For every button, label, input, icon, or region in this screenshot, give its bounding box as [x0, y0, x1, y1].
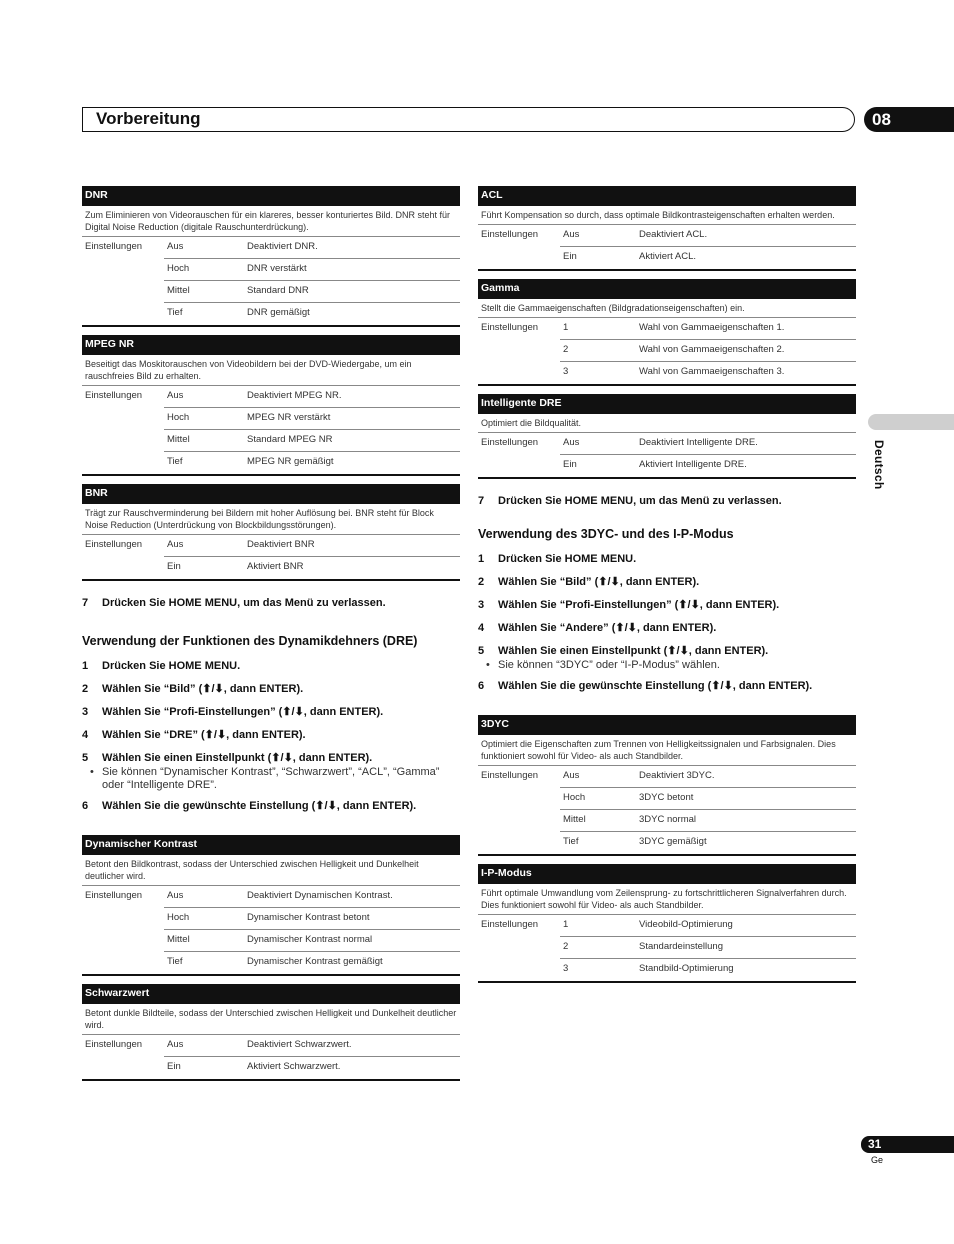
option-value: Tief — [167, 307, 183, 318]
row-cells — [164, 259, 460, 281]
row-label — [478, 959, 560, 981]
table-row — [478, 433, 856, 455]
row-cells — [164, 1035, 460, 1057]
option-description: Aktiviert Intelligente DRE. — [639, 459, 747, 470]
row-cells — [560, 433, 856, 455]
option-description: DNR gemäßigt — [247, 307, 310, 318]
option-description: Aktiviert ACL. — [639, 251, 697, 262]
table-row — [478, 832, 856, 854]
table-row — [478, 247, 856, 269]
row-label: Einstellungen — [85, 890, 143, 901]
row-cells — [164, 535, 460, 557]
option-value: Hoch — [167, 263, 190, 274]
row-cells — [164, 303, 460, 325]
row-label: Einstellungen — [481, 229, 539, 240]
row-cells — [560, 915, 856, 937]
step-text: Drücken Sie HOME MENU. — [102, 660, 241, 672]
table-row — [478, 810, 856, 832]
step-text: Drücken Sie HOME MENU. — [498, 553, 637, 565]
table-description: Optimiert die Eigenschaften zum Trennen von Helligkeitssignalen und Farbsignalen. Dies funktioniert sowohl für Video- als auch Standbilder. — [478, 735, 856, 766]
option-value: Tief — [167, 456, 183, 467]
option-description: Deaktiviert ACL. — [639, 229, 708, 240]
table-title: Intelligente DRE — [478, 394, 856, 414]
option-value: Mittel — [167, 285, 190, 296]
table-description: Führt optimale Umwandlung vom Zeilensprung- zu fortschrittlicheren Signalverfahren durch. Dies funktioniert sowohl für Video- als auch Standbilder. — [478, 884, 856, 915]
row-cells — [560, 362, 856, 384]
table-title: Gamma — [478, 279, 856, 299]
row-cells — [164, 886, 460, 908]
row-cells — [560, 766, 856, 788]
table-row — [82, 408, 460, 430]
page-number: 31 — [861, 1136, 954, 1153]
row-cells — [164, 408, 460, 430]
option-description: Deaktiviert Schwarzwert. — [247, 1039, 352, 1050]
settings-table — [478, 394, 856, 479]
left-settings-tables-2 — [82, 835, 460, 1081]
row-label — [478, 247, 560, 269]
option-description: Wahl von Gammaeigenschaften 1. — [639, 322, 785, 333]
table-row — [478, 362, 856, 384]
step-list — [478, 553, 856, 658]
left-column — [82, 186, 460, 1089]
row-label: Einstellungen — [481, 770, 539, 781]
row-cells — [560, 832, 856, 854]
option-value: Aus — [167, 390, 184, 401]
step-number: 3 — [82, 706, 89, 718]
option-description: 3DYC normal — [639, 814, 697, 825]
table-row — [478, 959, 856, 981]
chapter-number: 08 — [864, 107, 954, 132]
row-cells — [164, 386, 460, 408]
step-exit: 7 Drücken Sie HOME MENU, um das Menü zu verlassen. — [82, 597, 386, 609]
step-item — [82, 729, 460, 742]
step-number: 1 — [478, 553, 485, 565]
row-cells — [560, 318, 856, 340]
row-cells — [560, 937, 856, 959]
row-label — [478, 455, 560, 477]
option-value: Aus — [167, 890, 184, 901]
option-description: Wahl von Gammaeigenschaften 2. — [639, 344, 785, 355]
option-description: Deaktiviert Intelligente DRE. — [639, 437, 758, 448]
table-row — [478, 915, 856, 937]
option-description: Deaktiviert BNR — [247, 539, 315, 550]
step-item — [478, 599, 856, 612]
option-value: Aus — [563, 770, 580, 781]
row-cells — [164, 452, 460, 474]
row-cells — [164, 557, 460, 579]
settings-table — [82, 835, 460, 976]
settings-table — [478, 715, 856, 856]
step-number: 5 — [478, 645, 485, 657]
row-label — [82, 1057, 164, 1079]
option-value: Aus — [563, 229, 580, 240]
option-value: 2 — [563, 941, 569, 952]
table-row — [478, 455, 856, 477]
row-label — [478, 788, 560, 810]
step-text: Wählen Sie “DRE” (⬆/⬇, dann ENTER). — [102, 729, 306, 741]
option-value: Mittel — [563, 814, 586, 825]
option-description: Deaktiviert DNR. — [247, 241, 318, 252]
right-column — [478, 186, 856, 991]
table-row — [82, 1035, 460, 1057]
option-description: Wahl von Gammaeigenschaften 3. — [639, 366, 785, 377]
option-description: Aktiviert BNR — [247, 561, 304, 572]
option-value: 1 — [563, 322, 569, 333]
option-value: Aus — [167, 539, 184, 550]
option-value: Ein — [563, 251, 577, 262]
option-value: Mittel — [167, 934, 190, 945]
table-description: Betont den Bildkontrast, sodass der Unterschied zwischen Helligkeit und Dunkelheit deutlicher wird. — [82, 855, 460, 886]
step-number: 1 — [82, 660, 89, 672]
table-title: ACL — [478, 186, 856, 206]
table-description: Trägt zur Rauschverminderung bei Bildern mit hoher Auflösung bei. BNR steht für Block Noise Reduction (Unterdrückung von Blockbildungsstörungen). — [82, 504, 460, 535]
option-value: Ein — [167, 1061, 181, 1072]
step-item — [478, 553, 856, 566]
row-cells — [560, 788, 856, 810]
settings-table — [478, 186, 856, 271]
row-cells — [560, 247, 856, 269]
row-cells — [164, 930, 460, 952]
row-label — [82, 408, 164, 430]
option-value: Hoch — [167, 412, 190, 423]
table-row — [82, 557, 460, 579]
row-label — [478, 340, 560, 362]
language-label: Deutsch — [872, 440, 886, 490]
step-number: 2 — [478, 576, 485, 588]
left-settings-tables — [82, 186, 460, 581]
page-title: Vorbereitung — [96, 109, 201, 128]
step-number: 4 — [478, 622, 485, 634]
table-title: BNR — [82, 484, 460, 504]
option-value: Tief — [563, 836, 579, 847]
option-description: MPEG NR verstärkt — [247, 412, 331, 423]
right-settings-tables-2 — [478, 715, 856, 983]
row-label — [82, 908, 164, 930]
page-suffix: Ge — [871, 1155, 884, 1165]
step-item — [478, 622, 856, 635]
option-description: Videobild-Optimierung — [639, 919, 733, 930]
table-row — [82, 303, 460, 325]
row-label — [82, 452, 164, 474]
table-row — [82, 886, 460, 908]
table-title: I-P-Modus — [478, 864, 856, 884]
table-row — [82, 386, 460, 408]
step-number: 4 — [82, 729, 89, 741]
row-label — [82, 557, 164, 579]
option-value: Ein — [167, 561, 181, 572]
table-row — [82, 930, 460, 952]
table-row — [82, 259, 460, 281]
settings-table — [82, 186, 460, 327]
bullet-note: • Sie können “3DYC” oder “I-P-Modus” wählen. — [486, 659, 720, 671]
option-description: Dynamischer Kontrast gemäßigt — [247, 956, 383, 967]
step-six: 6 Wählen Sie die gewünschte Einstellung (⬆/⬇, dann ENTER). — [82, 800, 417, 812]
option-description: 3DYC betont — [639, 792, 694, 803]
step-text: Wählen Sie “Profi-Einstellungen” (⬆/⬇, dann ENTER). — [102, 706, 384, 718]
row-label: Einstellungen — [85, 1039, 143, 1050]
table-row — [82, 908, 460, 930]
option-description: Deaktiviert 3DYC. — [639, 770, 715, 781]
option-description: Standbild-Optimierung — [639, 963, 734, 974]
option-value: 3 — [563, 963, 569, 974]
option-description: DNR verstärkt — [247, 263, 307, 274]
row-label: Einstellungen — [481, 322, 539, 333]
row-label — [478, 937, 560, 959]
section-title: Verwendung der Funktionen des Dynamikdehners (DRE) — [82, 634, 418, 648]
table-row — [82, 1057, 460, 1079]
step-exit: 7 Drücken Sie HOME MENU, um das Menü zu verlassen. — [478, 495, 782, 507]
table-description: Betont dunkle Bildteile, sodass der Unterschied zwischen Helligkeit und Dunkelheit deutlicher wird. — [82, 1004, 460, 1035]
table-description: Stellt die Gammaeigenschaften (Bildgradationseigenschaften) ein. — [478, 299, 856, 318]
chapter-header — [82, 107, 855, 132]
option-description: Standard MPEG NR — [247, 434, 333, 445]
bullet-note: • Sie können “Dynamischer Kontrast”, “Schwarzwert”, “ACL”, “Gamma” oder “Intelligente DRE”. — [90, 766, 440, 791]
table-description: Führt Kompensation so durch, dass optimale Bildkontrasteigenschaften erhalten werden. — [478, 206, 856, 225]
settings-table — [82, 335, 460, 476]
row-label: Einstellungen — [85, 539, 143, 550]
row-cells — [560, 959, 856, 981]
option-value: Aus — [167, 241, 184, 252]
option-value: Tief — [167, 956, 183, 967]
table-title: MPEG NR — [82, 335, 460, 355]
row-label: Einstellungen — [481, 919, 539, 930]
right-settings-tables — [478, 186, 856, 479]
step-item — [82, 683, 460, 696]
option-description: MPEG NR gemäßigt — [247, 456, 334, 467]
step-text: Wählen Sie einen Einstellpunkt (⬆/⬇, dann ENTER). — [102, 752, 373, 764]
table-row — [82, 452, 460, 474]
section-title: Verwendung des 3DYC- und des I-P-Modus — [478, 527, 734, 541]
step-number: 2 — [82, 683, 89, 695]
option-value: Hoch — [167, 912, 190, 923]
table-row — [82, 535, 460, 557]
table-row — [82, 430, 460, 452]
table-title: 3DYC — [478, 715, 856, 735]
option-value: Aus — [167, 1039, 184, 1050]
row-label — [478, 810, 560, 832]
table-row — [82, 281, 460, 303]
row-cells — [560, 340, 856, 362]
step-list — [82, 660, 460, 765]
step-item — [82, 660, 460, 673]
step-six: 6 Wählen Sie die gewünschte Einstellung (⬆/⬇, dann ENTER). — [478, 680, 813, 692]
table-title: DNR — [82, 186, 460, 206]
table-row — [478, 225, 856, 247]
row-cells — [164, 908, 460, 930]
row-label: Einstellungen — [481, 437, 539, 448]
table-row — [478, 318, 856, 340]
table-row — [478, 937, 856, 959]
row-label — [82, 930, 164, 952]
step-number: 5 — [82, 752, 89, 764]
settings-table — [82, 484, 460, 581]
language-tab — [868, 414, 954, 430]
step-text: Wählen Sie “Andere” (⬆/⬇, dann ENTER). — [498, 622, 717, 634]
row-cells — [164, 237, 460, 259]
step-item — [82, 706, 460, 719]
row-label — [82, 281, 164, 303]
step-text: Wählen Sie einen Einstellpunkt (⬆/⬇, dann ENTER). — [498, 645, 769, 657]
step-text: Wählen Sie “Bild” (⬆/⬇, dann ENTER). — [498, 576, 700, 588]
table-row — [478, 766, 856, 788]
table-row — [82, 237, 460, 259]
step-text: Wählen Sie “Bild” (⬆/⬇, dann ENTER). — [102, 683, 304, 695]
step-item — [478, 645, 856, 658]
row-label — [478, 362, 560, 384]
option-description: Deaktiviert MPEG NR. — [247, 390, 342, 401]
option-description: Dynamischer Kontrast betont — [247, 912, 370, 923]
option-description: Standardeinstellung — [639, 941, 723, 952]
table-description: Optimiert die Bildqualität. — [478, 414, 856, 433]
step-text: Wählen Sie “Profi-Einstellungen” (⬆/⬇, dann ENTER). — [498, 599, 780, 611]
row-cells — [164, 281, 460, 303]
step-item — [82, 752, 460, 765]
row-cells — [560, 810, 856, 832]
table-title: Dynamischer Kontrast — [82, 835, 460, 855]
row-label: Einstellungen — [85, 241, 143, 252]
step-number: 3 — [478, 599, 485, 611]
row-label: Einstellungen — [85, 390, 143, 401]
option-description: Aktiviert Schwarzwert. — [247, 1061, 341, 1072]
settings-table — [478, 864, 856, 983]
table-row — [82, 952, 460, 974]
row-label — [82, 303, 164, 325]
option-value: Mittel — [167, 434, 190, 445]
step-item — [478, 576, 856, 589]
option-description: 3DYC gemäßigt — [639, 836, 707, 847]
settings-table — [82, 984, 460, 1081]
row-cells — [164, 430, 460, 452]
option-value: Ein — [563, 459, 577, 470]
option-description: Deaktiviert Dynamischen Kontrast. — [247, 890, 393, 901]
row-label — [478, 832, 560, 854]
table-row — [478, 340, 856, 362]
option-value: Hoch — [563, 792, 586, 803]
table-description: Beseitigt das Moskitorauschen von Videobildern bei der DVD-Wiedergabe, um ein rauschfreies Bild zu erhalten. — [82, 355, 460, 386]
table-title: Schwarzwert — [82, 984, 460, 1004]
option-value: 3 — [563, 366, 569, 377]
settings-table — [478, 279, 856, 386]
row-cells — [560, 455, 856, 477]
row-label — [82, 952, 164, 974]
row-cells — [560, 225, 856, 247]
option-value: Aus — [563, 437, 580, 448]
option-description: Standard DNR — [247, 285, 309, 296]
option-value: 1 — [563, 919, 569, 930]
row-cells — [164, 952, 460, 974]
table-description: Zum Eliminieren von Videorauschen für ein klareres, besser konturiertes Bild. DNR steht für Digital Noise Reduction (digitale Rauschunterdrückung). — [82, 206, 460, 237]
table-row — [478, 788, 856, 810]
row-label — [82, 259, 164, 281]
option-value: 2 — [563, 344, 569, 355]
option-description: Dynamischer Kontrast normal — [247, 934, 373, 945]
row-cells — [164, 1057, 460, 1079]
row-label — [82, 430, 164, 452]
